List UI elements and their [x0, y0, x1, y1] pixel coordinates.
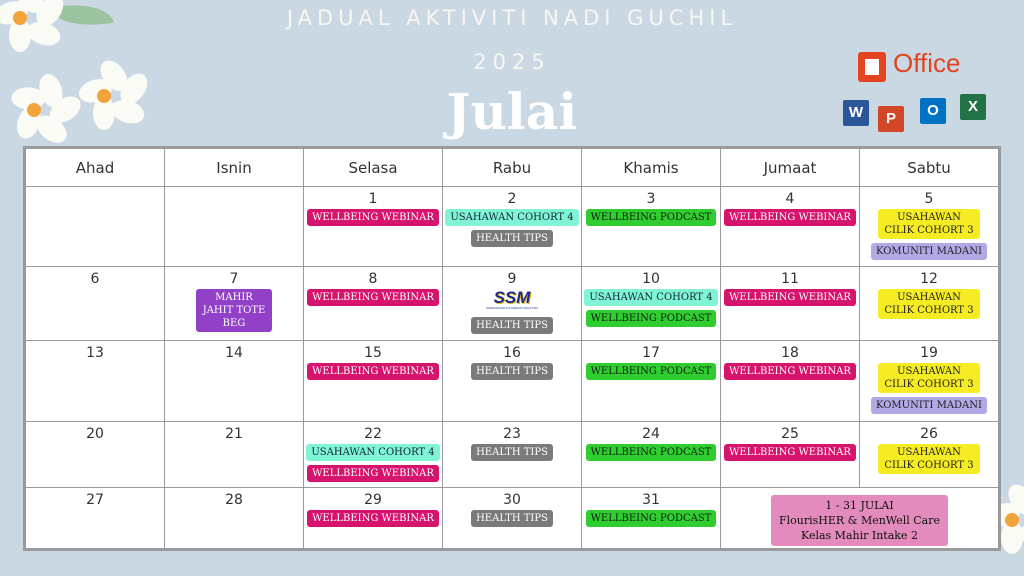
- day-number: 10: [642, 271, 660, 288]
- word-icon: W: [843, 100, 869, 126]
- event-list: [304, 209, 442, 226]
- event-tag-cilik[interactable]: USAHAWAN CILIK COHORT 3: [878, 444, 980, 474]
- event-list: [304, 363, 442, 380]
- event-list: [721, 444, 859, 461]
- weekday-header: Isnin: [165, 149, 304, 187]
- day-number: 20: [86, 425, 104, 442]
- event-tag-podcast[interactable]: WELLBEING PODCAST: [586, 363, 717, 380]
- page-title: JADUAL AKTIVITI NADI GUCHIL: [286, 6, 738, 30]
- day-number: 24: [642, 425, 660, 442]
- event-list: [443, 363, 581, 380]
- day-cell[interactable]: [304, 341, 443, 421]
- event-tag-webinar[interactable]: WELLBEING WEBINAR: [307, 209, 439, 226]
- outlook-icon: O: [920, 98, 946, 124]
- event-list: [582, 209, 720, 226]
- office-brand-text: Office: [893, 48, 961, 78]
- event-tag-health[interactable]: HEALTH TIPS: [471, 363, 553, 380]
- day-number: 2: [507, 191, 517, 207]
- event-list: [721, 289, 859, 306]
- event-tag-usahawan[interactable]: USAHAWAN COHORT 4: [445, 209, 578, 226]
- event-tag-webinar[interactable]: WELLBEING WEBINAR: [724, 444, 856, 461]
- event-tag-webinar[interactable]: WELLBEING WEBINAR: [724, 363, 856, 380]
- day-number: 28: [225, 492, 243, 509]
- event-list: [443, 289, 581, 334]
- event-tag-podcast[interactable]: WELLBEING PODCAST: [586, 209, 717, 226]
- day-cell[interactable]: [26, 421, 165, 487]
- day-cell[interactable]: [721, 267, 860, 341]
- ssm-logo: [471, 289, 553, 313]
- event-tag-madani[interactable]: KOMUNITI MADANI: [871, 397, 987, 414]
- ssm-logo-mark: SSM: [493, 288, 531, 308]
- day-cell[interactable]: [443, 488, 582, 549]
- event-list: [860, 289, 998, 319]
- day-cell[interactable]: [582, 187, 721, 267]
- day-number: 11: [781, 271, 799, 288]
- event-list: [304, 510, 442, 527]
- day-number: 7: [229, 271, 239, 288]
- day-number: 25: [781, 425, 799, 442]
- event-list: [443, 209, 581, 247]
- special-event-cell: [721, 488, 999, 549]
- weekday-header: Jumaat: [721, 149, 860, 187]
- day-number: 29: [364, 492, 382, 509]
- day-cell[interactable]: [582, 341, 721, 421]
- excel-icon: X: [960, 94, 986, 120]
- day-cell[interactable]: [860, 341, 999, 421]
- event-list: [304, 289, 442, 306]
- event-list: [304, 444, 442, 482]
- day-cell[interactable]: [165, 341, 304, 421]
- event-tag-health[interactable]: HEALTH TIPS: [471, 444, 553, 461]
- weekday-header-row: [26, 149, 999, 187]
- day-cell[interactable]: [26, 187, 165, 267]
- day-number: 31: [642, 492, 660, 509]
- calendar-grid: [23, 146, 1001, 551]
- day-cell[interactable]: [860, 421, 999, 487]
- event-tag-cilik[interactable]: USAHAWAN CILIK COHORT 3: [878, 209, 980, 239]
- event-tag-health[interactable]: HEALTH TIPS: [471, 510, 553, 527]
- powerpoint-icon: P: [878, 106, 904, 132]
- day-number: 18: [781, 345, 799, 362]
- day-cell[interactable]: [304, 187, 443, 267]
- event-list: [721, 363, 859, 380]
- event-list: [860, 363, 998, 414]
- day-cell[interactable]: [860, 267, 999, 341]
- event-list: [443, 510, 581, 527]
- event-tag-webinar[interactable]: WELLBEING WEBINAR: [307, 465, 439, 482]
- day-cell[interactable]: [165, 488, 304, 549]
- event-tag-webinar[interactable]: WELLBEING WEBINAR: [307, 363, 439, 380]
- day-number: 30: [503, 492, 521, 509]
- day-number: 4: [785, 191, 795, 207]
- event-tag-webinar[interactable]: WELLBEING WEBINAR: [724, 289, 856, 306]
- day-cell[interactable]: [304, 421, 443, 487]
- day-cell[interactable]: [26, 341, 165, 421]
- day-number: 23: [503, 425, 521, 442]
- day-cell[interactable]: [443, 341, 582, 421]
- day-cell[interactable]: [165, 267, 304, 341]
- office-brand-icon: [858, 52, 886, 82]
- ssm-logo-caption: SURUHANJAYA SYARIKAT MALAYSIA: [485, 306, 539, 311]
- special-event-line2: FlourisHER & MenWell Care: [778, 513, 941, 527]
- event-tag-usahawan[interactable]: USAHAWAN COHORT 4: [584, 289, 717, 306]
- day-number: 6: [90, 271, 100, 288]
- week-row: [26, 187, 999, 267]
- day-number: 21: [225, 425, 243, 442]
- day-cell[interactable]: [165, 421, 304, 487]
- event-list: [582, 289, 720, 327]
- event-list: [582, 510, 720, 527]
- event-list: [721, 209, 859, 226]
- day-number: 8: [368, 271, 378, 288]
- day-number: 19: [920, 345, 938, 362]
- event-tag-podcast[interactable]: WELLBEING PODCAST: [586, 510, 717, 527]
- day-number: 14: [225, 345, 243, 362]
- day-number: 17: [642, 345, 660, 362]
- week-row: [26, 421, 999, 487]
- calendar-body: [26, 187, 999, 549]
- day-cell[interactable]: [304, 488, 443, 549]
- day-number: 15: [364, 345, 382, 362]
- event-list: [165, 289, 303, 332]
- weekday-header: Selasa: [304, 149, 443, 187]
- event-tag-podcast[interactable]: WELLBEING PODCAST: [586, 444, 717, 461]
- calendar-table: [25, 148, 999, 549]
- event-list: [582, 444, 720, 461]
- day-number: 13: [86, 345, 104, 362]
- special-event-box[interactable]: [771, 495, 948, 546]
- special-event-line3: Kelas Mahir Intake 2: [801, 528, 918, 542]
- day-number: 12: [920, 271, 938, 288]
- event-tag-webinar[interactable]: WELLBEING WEBINAR: [307, 510, 439, 527]
- event-tag-jahit[interactable]: MAHIR JAHIT TOTE BEG: [196, 289, 272, 332]
- day-number: 5: [924, 191, 934, 207]
- event-tag-podcast[interactable]: WELLBEING PODCAST: [586, 310, 717, 327]
- event-tag-webinar[interactable]: WELLBEING WEBINAR: [724, 209, 856, 226]
- day-cell[interactable]: [721, 421, 860, 487]
- week-row: [26, 341, 999, 421]
- day-cell[interactable]: [443, 421, 582, 487]
- day-cell[interactable]: [443, 187, 582, 267]
- week-row: [26, 488, 999, 549]
- weekday-header: Khamis: [582, 149, 721, 187]
- special-event-line1: 1 - 31 JULAI: [825, 498, 894, 512]
- event-tag-usahawan[interactable]: USAHAWAN COHORT 4: [306, 444, 439, 461]
- day-cell[interactable]: [721, 187, 860, 267]
- day-number: 9: [507, 271, 517, 288]
- event-tag-webinar[interactable]: WELLBEING WEBINAR: [307, 289, 439, 306]
- day-cell[interactable]: [304, 267, 443, 341]
- day-number: 3: [646, 191, 656, 207]
- event-tag-cilik[interactable]: USAHAWAN CILIK COHORT 3: [878, 289, 980, 319]
- event-list: [860, 444, 998, 474]
- day-cell[interactable]: [721, 341, 860, 421]
- day-cell[interactable]: [26, 488, 165, 549]
- day-cell[interactable]: [443, 267, 582, 341]
- day-cell[interactable]: [26, 267, 165, 341]
- day-number: 26: [920, 425, 938, 442]
- weekday-header: Ahad: [26, 149, 165, 187]
- event-tag-madani[interactable]: KOMUNITI MADANI: [871, 243, 987, 260]
- day-number: 1: [368, 191, 378, 207]
- day-cell[interactable]: [860, 187, 999, 267]
- event-list: [860, 209, 998, 260]
- day-number: 16: [503, 345, 521, 362]
- day-number: 27: [86, 492, 104, 509]
- event-tag-health[interactable]: HEALTH TIPS: [471, 317, 553, 334]
- weekday-header: Rabu: [443, 149, 582, 187]
- day-cell[interactable]: [582, 421, 721, 487]
- day-cell[interactable]: [582, 488, 721, 549]
- week-row: [26, 267, 999, 341]
- page-year: 2025: [473, 50, 551, 74]
- day-number: 22: [364, 425, 382, 442]
- day-cell[interactable]: [165, 187, 304, 267]
- weekday-header: Sabtu: [860, 149, 999, 187]
- day-cell[interactable]: [582, 267, 721, 341]
- event-list: [582, 363, 720, 380]
- event-list: [443, 444, 581, 461]
- month-title: Julai: [446, 82, 578, 141]
- event-tag-health[interactable]: HEALTH TIPS: [471, 230, 553, 247]
- event-tag-cilik[interactable]: USAHAWAN CILIK COHORT 3: [878, 363, 980, 393]
